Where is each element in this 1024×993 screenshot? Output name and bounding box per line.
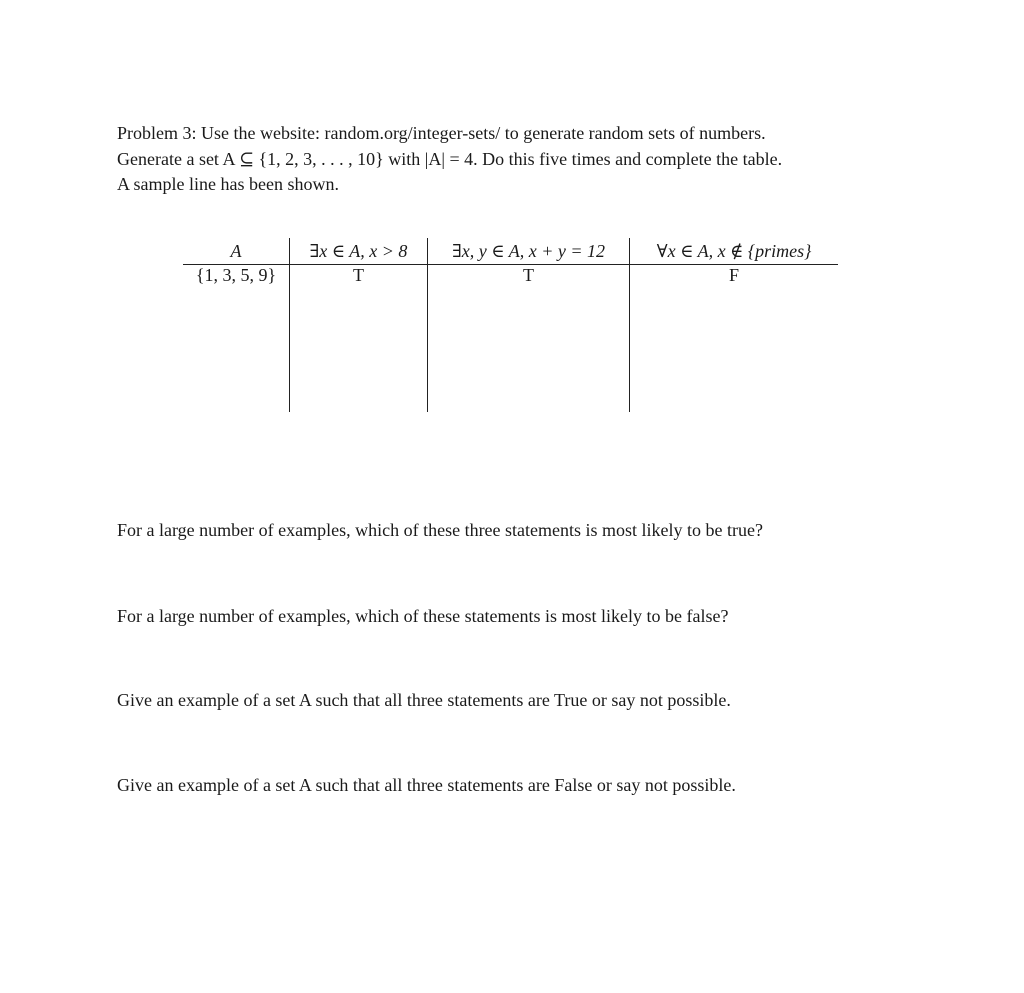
problem-line-1: Problem 3: Use the website: random.org/integer-sets/ to generate random sets of numbers.: [117, 123, 766, 143]
header-forall-not-prime: ∀x ∈ A, x ∉ {primes}: [630, 238, 839, 265]
question-most-likely-false: For a large number of examples, which of these statements is most likely to be false?: [117, 606, 729, 626]
header-exists-greater-8: ∃x ∈ A, x > 8: [290, 238, 428, 265]
problem-line-2: Generate a set A ⊆ {1, 2, 3, . . . , 10} with |A| = 4. Do this five times and complete the table.: [117, 148, 783, 169]
truth-table-grid: [183, 238, 838, 412]
sample-not-prime-cell: F: [630, 265, 839, 413]
table-row: [183, 265, 838, 413]
sample-greater-8-cell: T: [290, 265, 428, 413]
sample-set-cell: {1, 3, 5, 9}: [195, 265, 277, 285]
problem-line-3: A sample line has been shown.: [117, 174, 339, 194]
table-header-row: [183, 238, 838, 265]
question-most-likely-true: For a large number of examples, which of these three statements is most likely to be true?: [117, 520, 763, 540]
truth-table: [183, 238, 838, 412]
sample-sum-12-cell: T: [428, 265, 630, 413]
question-all-true-example: Give an example of a set A such that all three statements are True or say not possible.: [117, 690, 731, 710]
header-set-a: A: [183, 238, 290, 265]
header-exists-sum-12: ∃x, y ∈ A, x + y = 12: [428, 238, 630, 265]
question-all-false-example: Give an example of a set A such that all three statements are False or say not possible.: [117, 775, 736, 795]
problem-statement: [117, 121, 937, 198]
